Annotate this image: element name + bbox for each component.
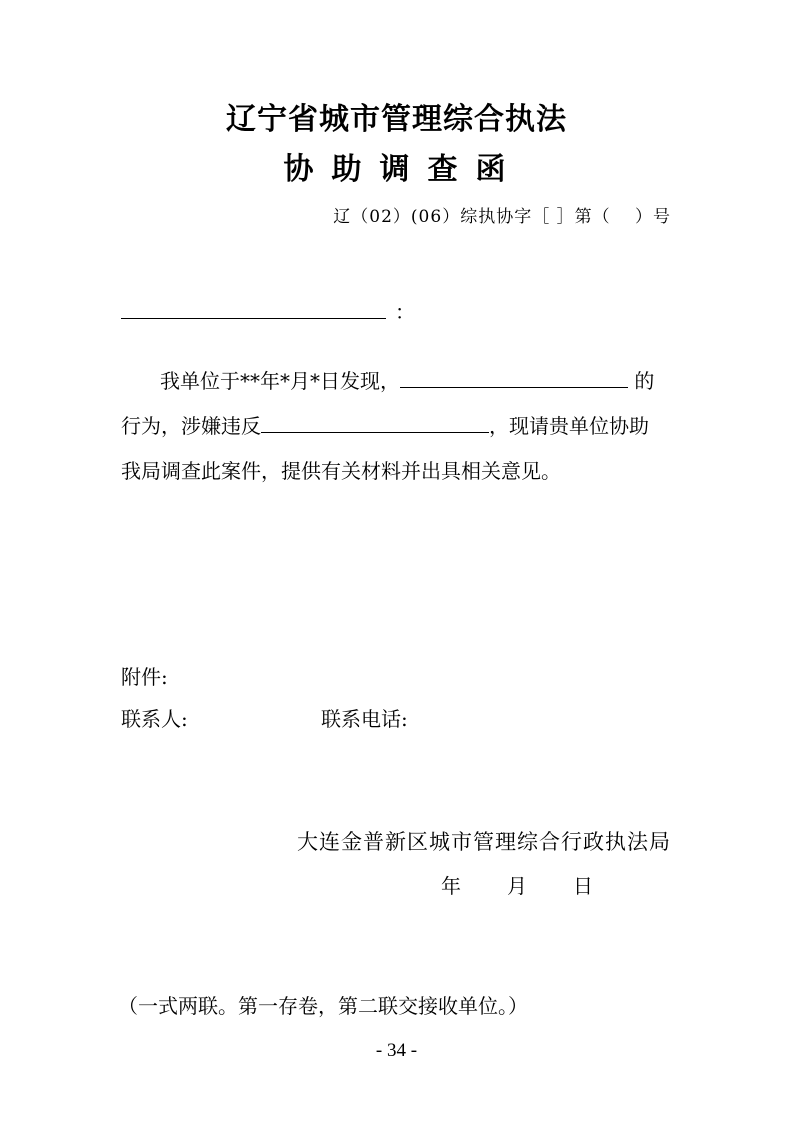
- violation-blank[interactable]: [261, 412, 489, 433]
- date-year: 年: [441, 874, 461, 898]
- signature-date: [441, 870, 593, 899]
- addressee-colon: ：: [395, 300, 415, 324]
- body-line-3: 我局调查此案件，提供有关材料并出具相关意见。: [121, 459, 561, 483]
- contact-person-label: 联系人:: [121, 707, 188, 731]
- date-day: 日: [573, 874, 593, 898]
- body-line-2-tail: ，现请贵单位协助: [489, 414, 649, 438]
- issuing-authority: 大连金普新区城市管理综合行政执法局: [297, 830, 671, 854]
- attachment-label: 附件:: [121, 665, 168, 689]
- body-line-1: [160, 367, 654, 395]
- body-line-1-text: 我单位于**年*月*日发现，: [160, 369, 400, 393]
- date-month: 月: [507, 874, 527, 898]
- document-title: 辽宁省城市管理综合执法: [226, 102, 567, 137]
- page-number: - 34 -: [375, 1040, 418, 1061]
- document-number: 辽（02）(06）综执协字［ ］第（ ）号: [333, 207, 671, 227]
- body-line-2-text: 行为，涉嫌违反: [121, 414, 261, 438]
- document-subtitle: 协助调查函: [283, 152, 524, 187]
- addressee-blank[interactable]: [121, 318, 386, 319]
- contact-phone-label: 联系电话:: [321, 707, 408, 731]
- copies-note: （一式两联。第一存卷，第二联交接收单位。）: [118, 994, 528, 1018]
- body-line-1-tail: 的: [628, 369, 655, 393]
- body-line-2: [121, 412, 649, 440]
- behavior-blank[interactable]: [400, 367, 628, 388]
